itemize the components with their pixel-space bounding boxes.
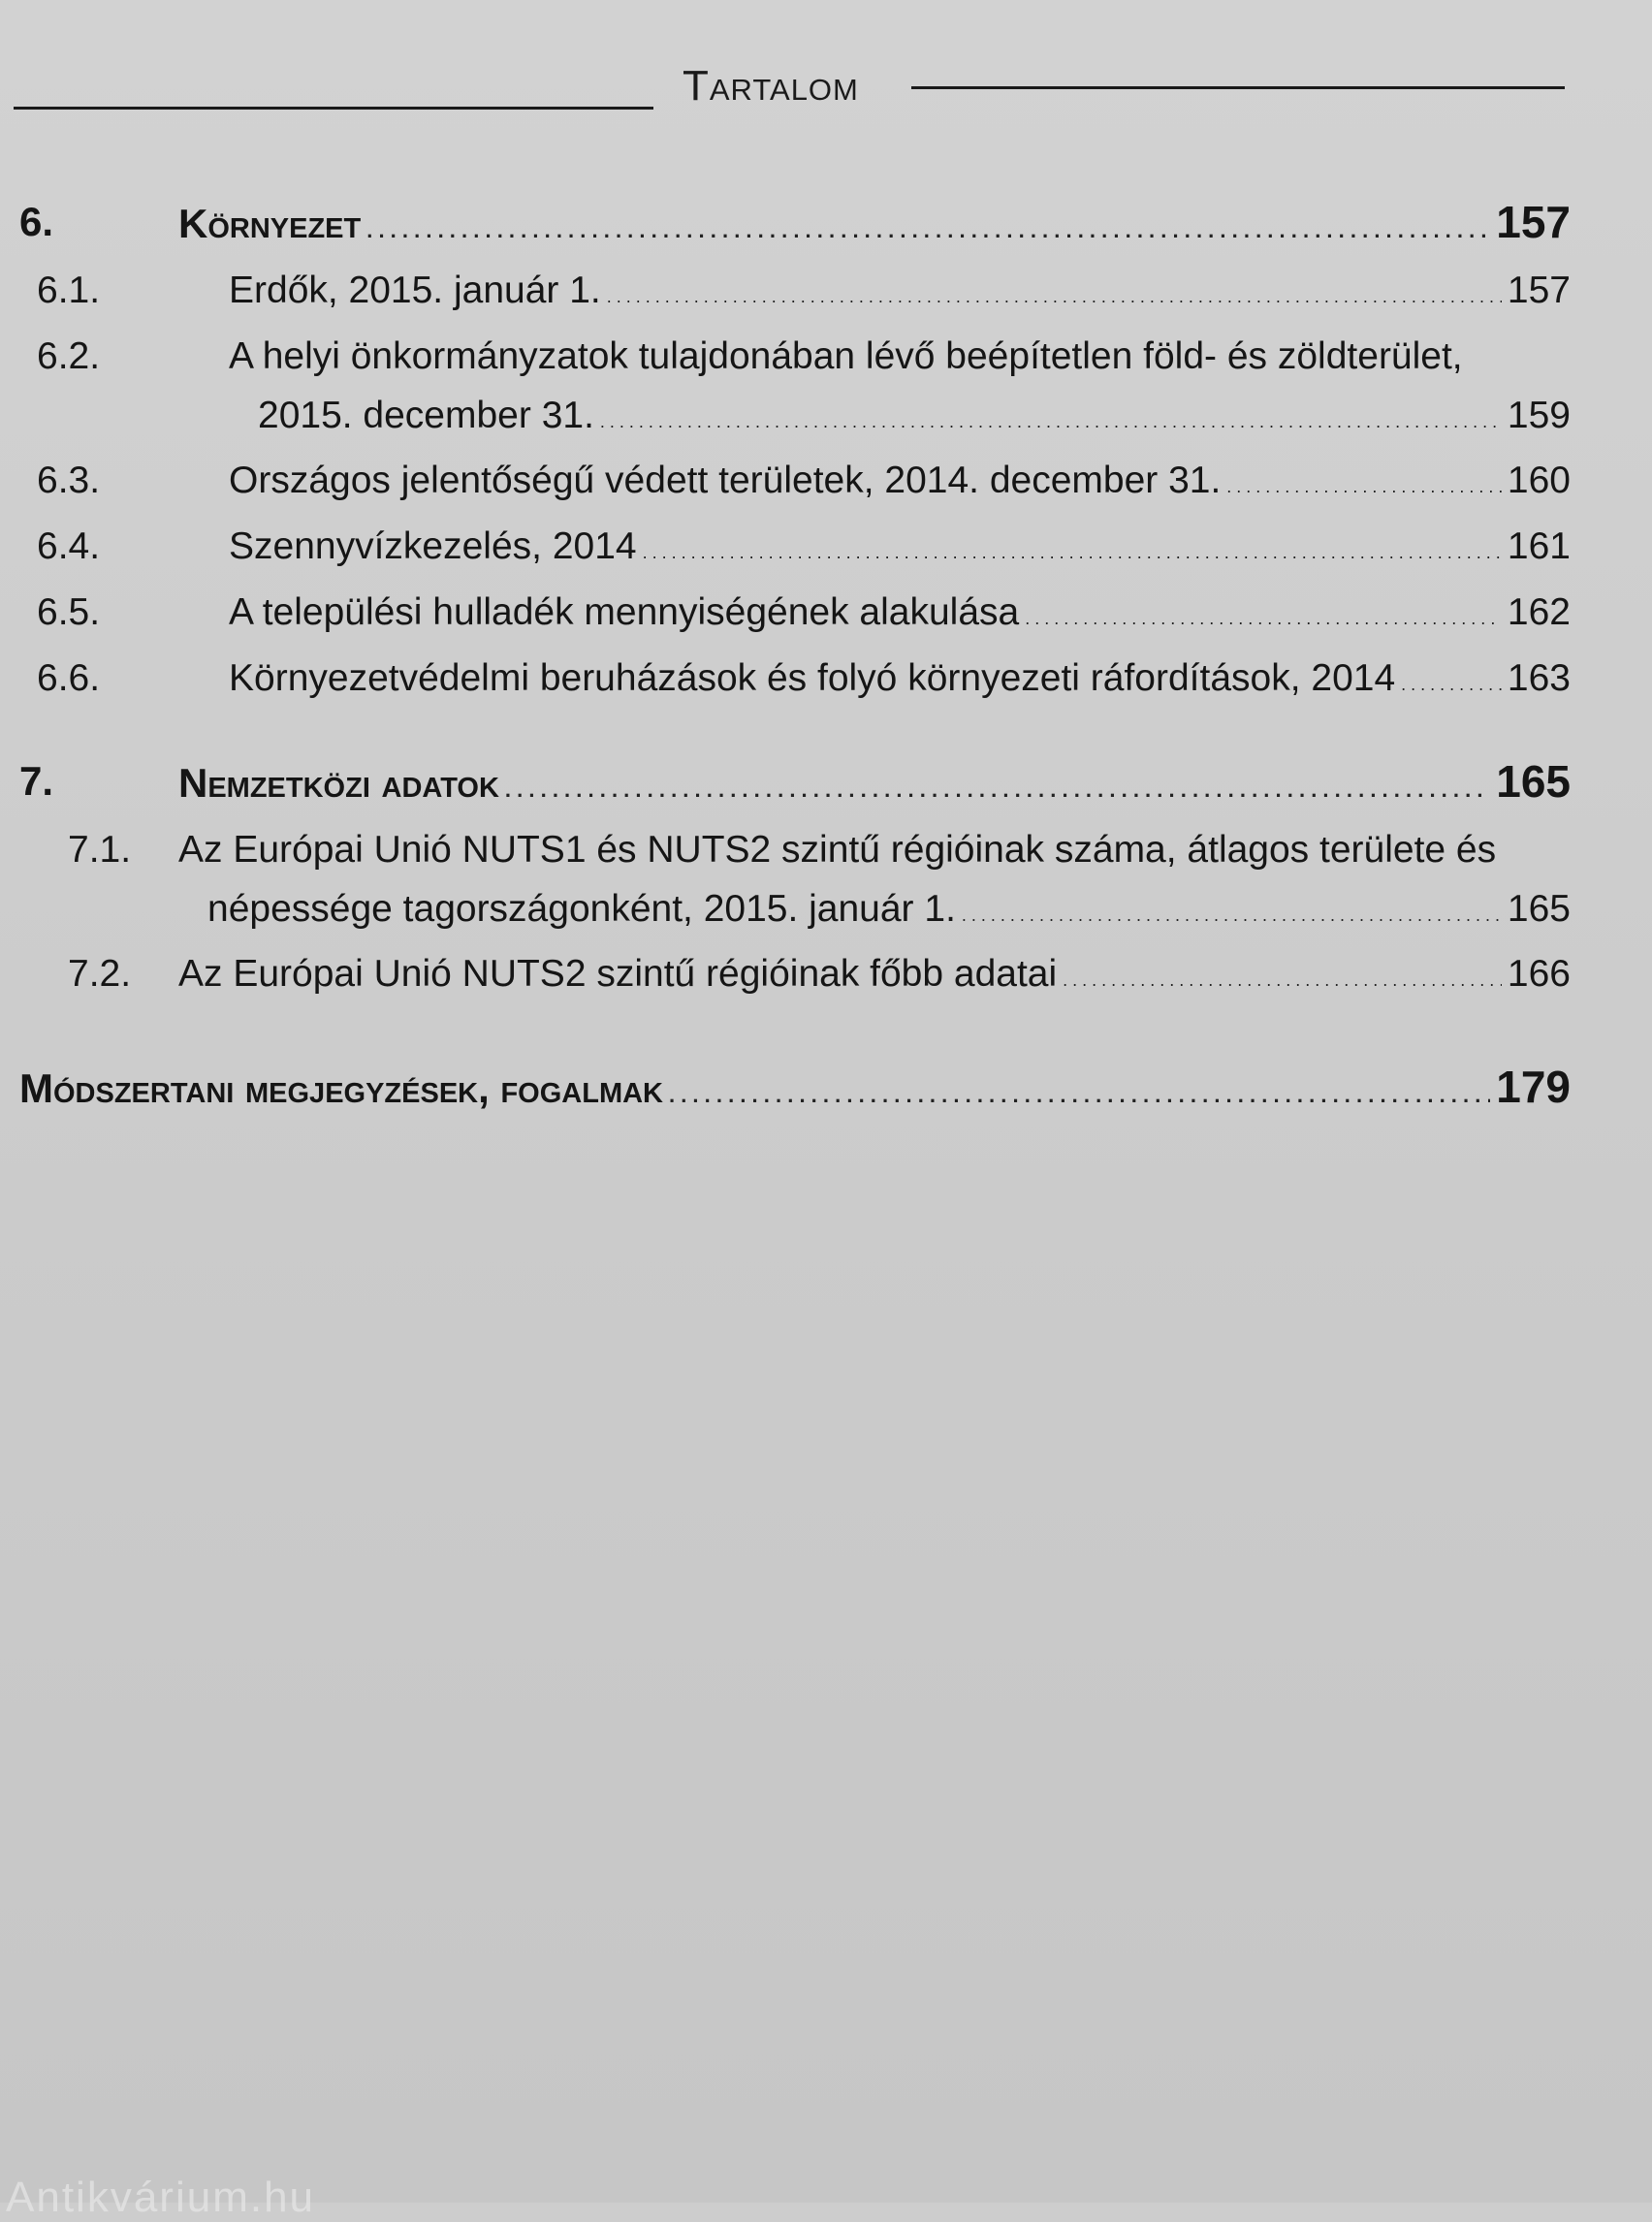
entry-number: 6.1.	[37, 270, 101, 311]
leader-dots	[643, 517, 1502, 583]
toc-chapter-7[interactable]	[19, 751, 1571, 820]
chapter-number: 6.	[19, 199, 54, 244]
leader-dots	[962, 880, 1502, 944]
toc-entry-6-4[interactable]	[19, 517, 1571, 583]
leader-dots	[1063, 944, 1502, 1010]
entry-number: 7.2.	[68, 953, 132, 995]
table-of-contents	[19, 184, 1571, 1126]
watermark: Antikvárium.hu	[6, 2174, 316, 2221]
entry-title-continuation: népessége tagországonként, 2015. január 1.	[207, 888, 956, 930]
page-number: 159	[1507, 395, 1571, 436]
toc-entry-6-2[interactable]	[19, 327, 1571, 387]
chapter-title: Környezet	[178, 201, 362, 246]
entry-number: 7.1.	[68, 829, 132, 871]
entry-title: A helyi önkormányzatok tulajdonában lévő beépítetlen föld- és zöldterület,	[229, 335, 1463, 377]
header-rule-right	[911, 86, 1565, 89]
toc-entry-6-2-continuation[interactable]	[19, 387, 1571, 451]
entry-title: Az Európai Unió NUTS1 és NUTS2 szintű régióinak száma, átlagos területe és	[178, 829, 1497, 871]
entry-number: 6.4.	[37, 525, 101, 567]
page-title: Tartalom	[683, 62, 859, 110]
entry-title: Erdők, 2015. január 1.	[229, 270, 601, 311]
section-gap	[19, 1010, 1571, 1049]
leader-dots	[1401, 649, 1502, 714]
leader-dots	[1226, 451, 1502, 517]
entry-title: Szennyvízkezelés, 2014	[229, 525, 637, 567]
toc-entry-7-1-continuation[interactable]	[19, 880, 1571, 944]
entry-title: Az Európai Unió NUTS2 szintű régióinak főbb adatai	[178, 953, 1058, 995]
toc-entry-7-2[interactable]	[19, 944, 1571, 1010]
leader-dots	[366, 194, 1490, 261]
page-number: 163	[1507, 657, 1571, 699]
page-number: 165	[1496, 756, 1571, 807]
chapter-number: 7.	[19, 758, 54, 804]
toc-entry-6-5[interactable]	[19, 583, 1571, 649]
chapter-title: Módszertani megjegyzések, fogalmak	[19, 1065, 663, 1111]
chapter-title: Nemzetközi adatok	[178, 760, 499, 806]
page-number: 157	[1507, 270, 1571, 311]
leader-dots	[669, 1059, 1490, 1126]
entry-title: A települési hulladék mennyiségének alakulása	[229, 591, 1020, 633]
entry-number: 6.2.	[37, 335, 101, 377]
section-gap	[19, 714, 1571, 744]
entry-number: 6.3.	[37, 460, 101, 501]
page-number: 162	[1507, 591, 1571, 633]
entry-title: Környezetvédelmi beruházások és folyó környezeti ráfordítások, 2014	[229, 657, 1396, 699]
leader-dots	[505, 753, 1490, 820]
header-rule-left	[14, 107, 653, 110]
page-number: 166	[1507, 953, 1571, 995]
page-number: 157	[1496, 197, 1571, 247]
toc-chapter-6[interactable]	[19, 192, 1571, 261]
page-number: 161	[1507, 525, 1571, 567]
page-number: 160	[1507, 460, 1571, 501]
toc-methods[interactable]	[19, 1057, 1571, 1126]
entry-number: 6.5.	[37, 591, 101, 633]
entry-number: 6.6.	[37, 657, 101, 699]
toc-entry-6-6[interactable]	[19, 649, 1571, 714]
leader-dots	[1025, 583, 1502, 649]
page-number: 179	[1496, 1062, 1571, 1112]
entry-title-continuation: 2015. december 31.	[258, 395, 594, 436]
toc-entry-7-1[interactable]	[19, 820, 1571, 880]
leader-dots	[607, 261, 1502, 327]
toc-entry-6-3[interactable]	[19, 451, 1571, 517]
toc-entry-6-1[interactable]	[19, 261, 1571, 327]
page-number: 165	[1507, 888, 1571, 930]
page-header	[14, 58, 1565, 126]
leader-dots	[600, 387, 1502, 451]
entry-title: Országos jelentőségű védett területek, 2014. december 31.	[229, 460, 1222, 501]
